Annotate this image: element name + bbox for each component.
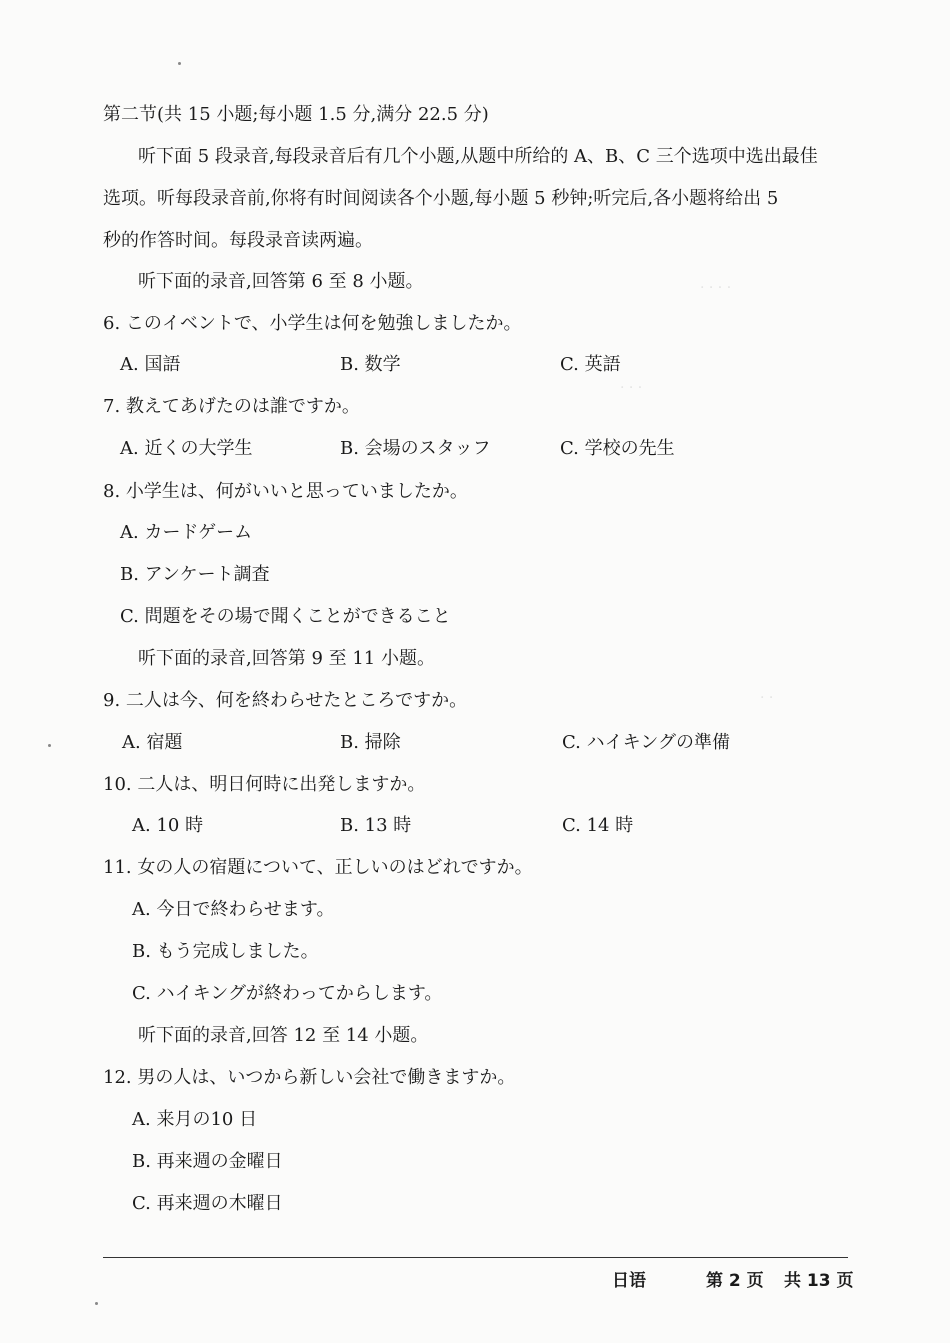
- footer-page-number: 第 2 页: [706, 1271, 764, 1291]
- option-a: A. 来月の10 日: [132, 1109, 258, 1130]
- question-stem: 12. 男の人は、いつから新しい会社で働きますか。: [103, 1067, 516, 1088]
- question-stem: 10. 二人は、明日何時に出発しますか。: [103, 774, 426, 795]
- option-a: A. 宿題: [122, 732, 183, 753]
- option-a: A. カードゲーム: [120, 522, 253, 543]
- section-title: 第二节(共 15 小题;每小题 1.5 分,满分 22.5 分): [103, 104, 489, 125]
- group-prompt: 听下面的录音,回答第 9 至 11 小题。: [138, 648, 435, 669]
- option-b: B. 数学: [340, 354, 401, 375]
- scan-speck: [95, 1302, 98, 1305]
- footer-subject: 日语: [612, 1271, 646, 1291]
- option-c: C. 英語: [560, 354, 621, 375]
- group-prompt: 听下面的录音,回答第 6 至 8 小题。: [138, 271, 424, 292]
- option-a: A. 近くの大学生: [120, 438, 253, 459]
- option-c: C. ハイキングが終わってからします。: [132, 983, 443, 1004]
- option-a: A. 10 時: [132, 815, 204, 836]
- question-stem: 9. 二人は今、何を終わらせたところですか。: [103, 690, 468, 711]
- option-a: A. 国語: [120, 354, 181, 375]
- instruction-line: 听下面 5 段录音,每段录音后有几个小题,从题中所给的 A、B、C 三个选项中选出最佳: [138, 146, 818, 167]
- group-prompt: 听下面的录音,回答 12 至 14 小题。: [138, 1025, 429, 1046]
- option-b: B. 掃除: [340, 732, 401, 753]
- option-c: C. 再来週の木曜日: [132, 1193, 283, 1214]
- option-c: C. 14 時: [562, 815, 634, 836]
- footer-rule: [103, 1257, 848, 1258]
- footer-page-total: 共 13 页: [784, 1271, 854, 1291]
- show-through-text: · ·: [760, 690, 774, 706]
- option-c: C. ハイキングの準備: [562, 732, 731, 753]
- option-b: B. 会場のスタッフ: [340, 438, 491, 459]
- question-stem: 6. このイベントで、小学生は何を勉強しましたか。: [103, 313, 522, 334]
- question-stem: 7. 教えてあげたのは誰ですか。: [103, 396, 360, 417]
- option-c: C. 学校の先生: [560, 438, 675, 459]
- option-c: C. 問題をその場で聞くことができること: [120, 606, 451, 627]
- instruction-line: 秒的作答时间。每段录音读两遍。: [103, 230, 373, 251]
- show-through-text: · · · ·: [700, 280, 732, 296]
- instruction-line: 选项。听每段录音前,你将有时间阅读各个小题,每小题 5 秒钟;听完后,各小题将给出 5: [103, 188, 779, 209]
- option-b: B. 再来週の金曜日: [132, 1151, 283, 1172]
- scan-speck: [48, 744, 51, 747]
- scan-speck: [178, 62, 181, 65]
- option-b: B. もう完成しました。: [132, 941, 319, 962]
- question-stem: 8. 小学生は、何がいいと思っていましたか。: [103, 481, 468, 502]
- option-b: B. アンケート調査: [120, 564, 270, 585]
- show-through-text: · · ·: [620, 380, 643, 396]
- option-a: A. 今日で終わらせます。: [132, 899, 335, 920]
- option-b: B. 13 時: [340, 815, 412, 836]
- question-stem: 11. 女の人の宿題について、正しいのはどれですか。: [103, 857, 533, 878]
